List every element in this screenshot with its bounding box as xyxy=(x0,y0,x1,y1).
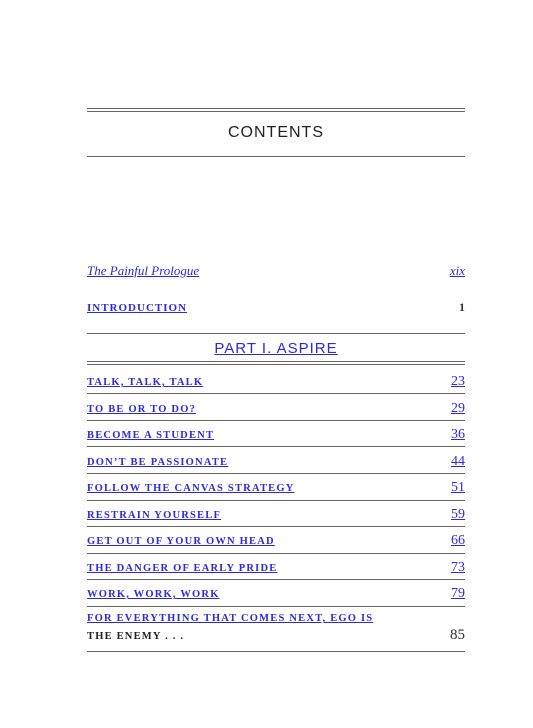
toc-entry[interactable] xyxy=(87,560,465,576)
part-top-rule xyxy=(87,333,465,334)
entry-link[interactable]: DON’T BE PASSIONATE xyxy=(87,457,229,468)
toc-entry[interactable] xyxy=(87,427,465,443)
part-title-link[interactable]: PART I. ASPIRE xyxy=(214,340,338,357)
toc-entry[interactable] xyxy=(87,533,465,549)
introduction-link[interactable]: INTRODUCTION xyxy=(87,302,188,314)
top-rule xyxy=(87,108,465,109)
entry-link[interactable]: FOLLOW THE CANVAS STRATEGY xyxy=(87,483,295,494)
entry-divider xyxy=(87,606,465,607)
last-entry-line2: THE ENEMY . . . xyxy=(87,631,185,642)
entry-divider xyxy=(87,473,465,474)
entry-divider xyxy=(87,526,465,527)
top-rule-inner xyxy=(87,111,465,112)
entry-link[interactable]: BECOME A STUDENT xyxy=(87,430,215,441)
entry-link[interactable]: TO BE OR TO DO? xyxy=(87,404,197,415)
part-title[interactable] xyxy=(87,340,465,357)
toc-entry-prologue[interactable] xyxy=(87,263,465,279)
toc-entry[interactable] xyxy=(87,374,465,390)
entry-page-link[interactable]: 36 xyxy=(451,427,465,442)
entry-divider xyxy=(87,579,465,580)
entry-link[interactable]: WORK, WORK, WORK xyxy=(87,589,220,600)
entry-page-link[interactable]: 44 xyxy=(451,454,465,469)
entry-page-link[interactable]: 23 xyxy=(451,374,465,389)
part-bottom-rule-inner xyxy=(87,364,465,365)
toc-entry[interactable] xyxy=(87,401,465,417)
last-entry-link[interactable]: FOR EVERYTHING THAT COMES NEXT, EGO IS xyxy=(87,613,374,624)
contents-heading: CONTENTS xyxy=(228,124,324,141)
bottom-rule xyxy=(87,651,465,652)
entry-link[interactable]: TALK, TALK, TALK xyxy=(87,377,204,388)
entry-page-link[interactable]: 73 xyxy=(451,560,465,575)
toc-entry[interactable] xyxy=(87,507,465,523)
entry-link[interactable]: RESTRAIN YOURSELF xyxy=(87,510,222,521)
entry-divider xyxy=(87,393,465,394)
toc-entry-last[interactable] xyxy=(87,613,465,644)
toc-entry[interactable] xyxy=(87,586,465,602)
entry-page-link[interactable]: 59 xyxy=(451,507,465,522)
toc-entry-introduction[interactable] xyxy=(87,300,465,315)
heading-underline xyxy=(87,156,465,157)
part-bottom-rule xyxy=(87,361,465,362)
prologue-page-link[interactable]: xix xyxy=(449,263,465,278)
entry-divider xyxy=(87,553,465,554)
entry-divider xyxy=(87,500,465,501)
entry-link[interactable]: GET OUT OF YOUR OWN HEAD xyxy=(87,536,275,547)
introduction-page: 1 xyxy=(459,300,465,314)
entry-page-link[interactable]: 66 xyxy=(451,533,465,548)
toc-entry[interactable] xyxy=(87,480,465,496)
prologue-link[interactable]: The Painful Prologue xyxy=(87,263,200,278)
toc-entry[interactable] xyxy=(87,454,465,470)
entry-page-link[interactable]: 79 xyxy=(451,586,465,601)
entry-divider xyxy=(87,446,465,447)
entry-link[interactable]: THE DANGER OF EARLY PRIDE xyxy=(87,563,278,574)
entry-page-link[interactable]: 29 xyxy=(451,401,465,416)
last-entry-page: 85 xyxy=(450,627,465,643)
entry-divider xyxy=(87,420,465,421)
entry-page-link[interactable]: 51 xyxy=(451,480,465,495)
